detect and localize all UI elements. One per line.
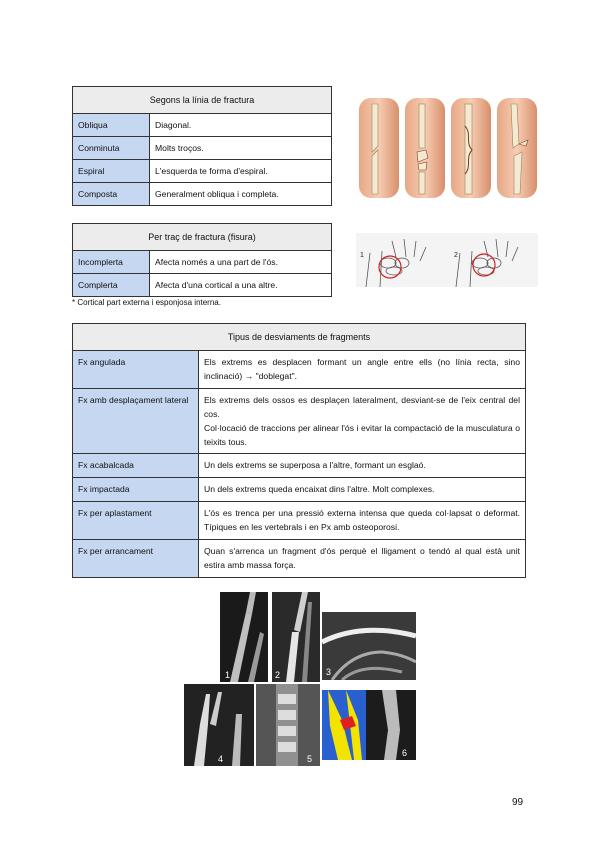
comminuted-fracture-figure: [405, 98, 445, 198]
displacement-types-table: [72, 323, 526, 578]
term-cell: Fx acabalcada: [73, 454, 199, 478]
xray-number: 6: [402, 748, 408, 758]
xray-number: 1: [225, 670, 231, 680]
desc-cell: L'esquerda te forma d'espiral.: [150, 160, 332, 183]
table-row: [73, 114, 332, 137]
xray-image-4: [184, 684, 254, 766]
table-row: [73, 183, 332, 206]
xray-image-6: [322, 690, 416, 760]
table-row: [73, 274, 332, 297]
term-cell: Espiral: [73, 160, 150, 183]
fracture-types-illustration: [356, 96, 540, 200]
table-row: [73, 160, 332, 183]
term-cell: Fx amb desplaçament lateral: [73, 389, 199, 454]
desc-cell: Quan s'arrenca un fragment d'ós perquè el lligament o tendó al qual està unit estira amb massa força.: [199, 540, 526, 578]
table-row: [73, 540, 526, 578]
wrist-label: 1: [360, 252, 364, 259]
term-cell: Incomplerta: [73, 251, 150, 274]
term-cell: Fx impactada: [73, 478, 199, 502]
term-cell: Conminuta: [73, 137, 150, 160]
desc-line: Col·locació de traccions per alinear l'ós i evitar la compactació de la musculatura o teixits tous.: [204, 423, 520, 447]
oblique-fracture-figure: [359, 98, 399, 198]
wrist-fracture-diagram: [356, 233, 538, 287]
xray-number: 3: [326, 667, 332, 677]
xray-image-5: [256, 684, 320, 766]
xray-image-2: [272, 592, 320, 682]
wrist-label: 2: [454, 252, 458, 259]
term-cell: Obliqua: [73, 114, 150, 137]
table-row: [73, 351, 526, 389]
term-cell: Composta: [73, 183, 150, 206]
desc-cell: L'ós es trenca per una pressió externa intensa que queda col·lapsat o deformat. Típiques en les vertebrals i en Px amb osteoporosi.: [199, 502, 526, 540]
footnote: * Cortical part externa i esponjosa interna.: [72, 298, 221, 307]
desc-line: Els extrems dels ossos es desplaçen lateralment, desviant-se de l'eix central del cos.: [204, 395, 520, 419]
table-row: [73, 251, 332, 274]
table-row: [73, 502, 526, 540]
desc-cell: [199, 389, 526, 454]
page-number: 99: [512, 797, 524, 808]
xray-number: 4: [218, 754, 224, 764]
desc-cell: Molts troços.: [150, 137, 332, 160]
desc-cell: Diagonal.: [150, 114, 332, 137]
table-row: [73, 137, 332, 160]
fracture-line-table: [72, 86, 332, 206]
desc-cell: Un dels extrems se superposa a l'altre, formant un esglaó.: [199, 454, 526, 478]
table-header: Tipus de desviaments de fragments: [73, 324, 526, 351]
xray-image-1: [220, 592, 268, 682]
compound-fracture-figure: [497, 98, 537, 198]
table-row: [73, 389, 526, 454]
xray-image-3: [322, 612, 416, 680]
table-row: [73, 478, 526, 502]
desc-cell: Afecta només a una part de l'ós.: [150, 251, 332, 274]
term-cell: Fx per aplastament: [73, 502, 199, 540]
desc-cell: Afecta d'una cortical a una altre.: [150, 274, 332, 297]
table-row: [73, 454, 526, 478]
xray-number: 2: [275, 670, 281, 680]
term-cell: Complerta: [73, 274, 150, 297]
term-cell: Fx per arrancament: [73, 540, 199, 578]
desc-cell: Generalment obliqua i completa.: [150, 183, 332, 206]
fracture-trace-table: [72, 223, 332, 297]
term-cell: Fx angulada: [73, 351, 199, 389]
desc-cell: Els extrems es desplacen formant un angle entre ells (no línia recta, sino inclinació) → "doblegat".: [199, 351, 526, 389]
desc-cell: Un dels extrems queda encaixat dins l'altre. Molt complexes.: [199, 478, 526, 502]
xray-number: 5: [307, 754, 313, 764]
table-header: Per traç de fractura (fisura): [73, 224, 332, 251]
table-header: Segons la línia de fractura: [73, 87, 332, 114]
spiral-fracture-figure: [451, 98, 491, 198]
